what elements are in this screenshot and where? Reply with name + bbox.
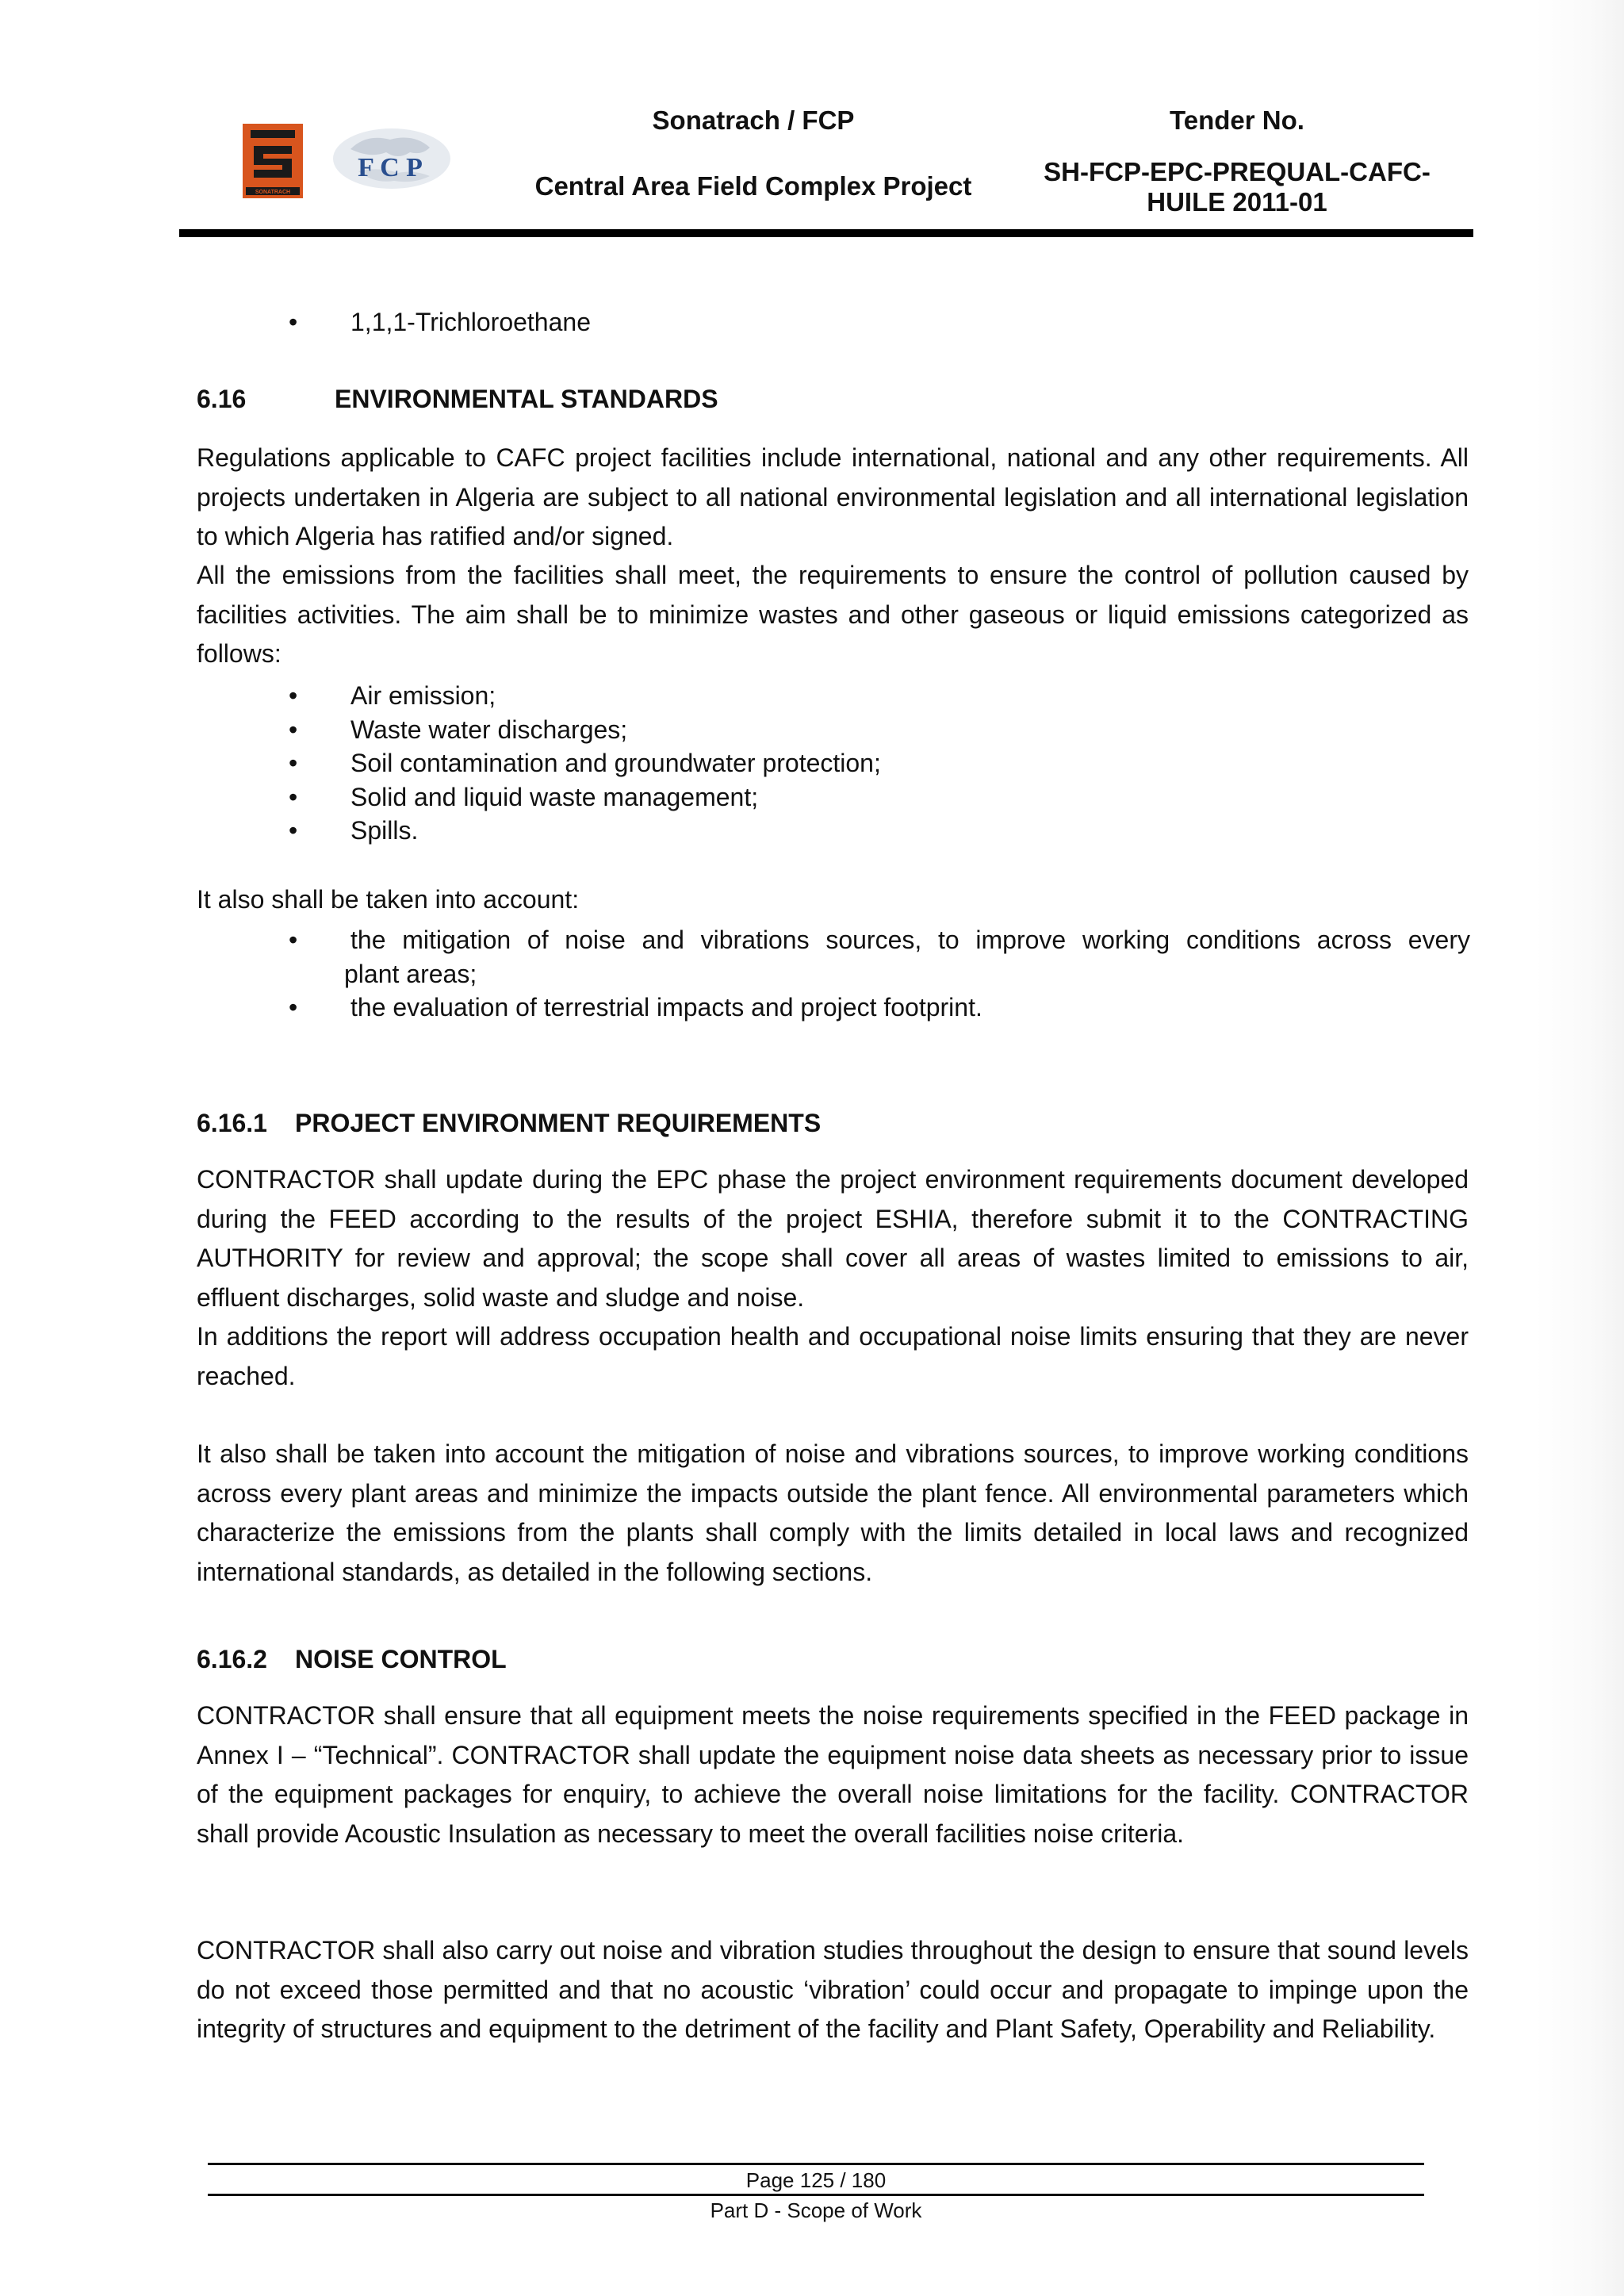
footer-divider-bottom: [208, 2194, 1424, 2196]
paragraph: CONTRACTOR shall also carry out noise and vibration studies throughout the design to ensure that sound levels do not exceed those permitted and that no acoustic ‘vibration’ could occur and propagate to impinge upon the integrity of structures and equipment to the detriment of the facility and Plant Safety, Operability and Reliability.: [197, 1936, 1469, 2043]
header-tender-label: Tender No.: [1170, 105, 1304, 135]
bullet-icon: •: [289, 681, 298, 710]
considerations-list: [289, 923, 1470, 1025]
footer-part: Part D - Scope of Work: [710, 2198, 922, 2222]
footer-divider-top: [208, 2163, 1424, 2165]
sonatrach-logo-text: SONATRACH: [255, 190, 291, 195]
list-item: • Waste water discharges;: [289, 713, 1470, 747]
fcp-logo-text: F C P: [358, 153, 423, 182]
bullet-icon: •: [289, 715, 298, 744]
tender-number-line-2: HUILE 2011-01: [1147, 187, 1327, 217]
header-divider: [179, 229, 1473, 237]
page-number: Page 125 / 180: [745, 2168, 887, 2192]
paragraph: It also shall be taken into account:: [197, 885, 580, 914]
list-item: • Air emission;: [289, 679, 1470, 713]
bullet-icon: •: [289, 816, 298, 845]
paragraph: All the emissions from the facilities shall meet, the requirements to ensure the control of pollution caused by facilities activities. The aim shall be to minimize wastes and other gaseous or liquid emissions categorized as follows:: [197, 561, 1469, 668]
paragraph: CONTRACTOR shall update during the EPC phase the project environment requirements document developed during the FEED according to the results of the project ESHIA, therefore submit it to the CONTRACTING AUTHORITY for review and approval; the scope shall cover all areas of wastes limited to emissions to air, effluent discharges, solid waste and sludge and noise.: [197, 1165, 1469, 1312]
tender-number-line-1: SH-FCP-EPC-PREQUAL-CAFC-: [1044, 157, 1431, 186]
emissions-list: [289, 679, 1470, 848]
section-number: 6.16: [197, 385, 247, 413]
header-tender-number: [1023, 157, 1451, 217]
list-item: • Spills.: [289, 814, 1470, 848]
page-edge-shading: [1535, 0, 1624, 2296]
bullet-icon: •: [289, 926, 298, 954]
header-organization: Sonatrach / FCP: [652, 105, 855, 135]
section-title: NOISE CONTROL: [295, 1645, 507, 1673]
list-item: • the mitigation of noise and vibrations sources, to improve working conditions across every: [289, 923, 1470, 957]
fcp-logo: [327, 125, 454, 198]
section-number: 6.16.1: [197, 1109, 267, 1137]
section-number: 6.16.2: [197, 1645, 267, 1673]
list-item: • 1,1,1-Trichloroethane: [289, 305, 1470, 339]
paragraph: Regulations applicable to CAFC project facilities include international, national and any other requirements. All projects undertaken in Algeria are subject to all national environmental legislation and all international legislation to which Algeria has ratified and/or signed.: [197, 443, 1469, 550]
list-item-continuation: plant areas;: [344, 959, 477, 988]
bullet-icon: •: [289, 308, 298, 336]
list-item: • Solid and liquid waste management;: [289, 780, 1470, 815]
list-item: • the evaluation of terrestrial impacts and project footprint.: [289, 991, 1470, 1025]
paragraph: It also shall be taken into account the mitigation of noise and vibrations sources, to improve working conditions across every plant areas and minimize the impacts outside the plant fence. All environmental parameters which characterize the emissions from the plants shall comply with the limits detailed in local laws and recognized international standards, as detailed in the following sections.: [197, 1439, 1469, 1586]
list-item: • Soil contamination and groundwater protection;: [289, 746, 1470, 780]
paragraph: CONTRACTOR shall ensure that all equipment meets the noise requirements specified in the FEED package in Annex I – “Technical”. CONTRACTOR shall update the equipment noise data sheets as necessary prior to issue of the equipment packages for enquiry, to achieve the overall noise limitations for the facility. CONTRACTOR shall provide Acoustic Insulation as necessary to meet the overall facilities noise criteria.: [197, 1701, 1469, 1848]
bullet-icon: •: [289, 993, 298, 1022]
paragraph: In additions the report will address occupation health and occupational noise limits ensuring that they are never reached.: [197, 1322, 1469, 1390]
continued-bullet-list: [289, 305, 1470, 339]
bullet-icon: •: [289, 782, 298, 811]
header-project-title: Central Area Field Complex Project: [534, 171, 972, 201]
section-title: ENVIRONMENTAL STANDARDS: [335, 385, 718, 413]
bullet-icon: •: [289, 749, 298, 777]
sonatrach-logo: [243, 124, 303, 198]
section-title: PROJECT ENVIRONMENT REQUIREMENTS: [295, 1109, 822, 1137]
